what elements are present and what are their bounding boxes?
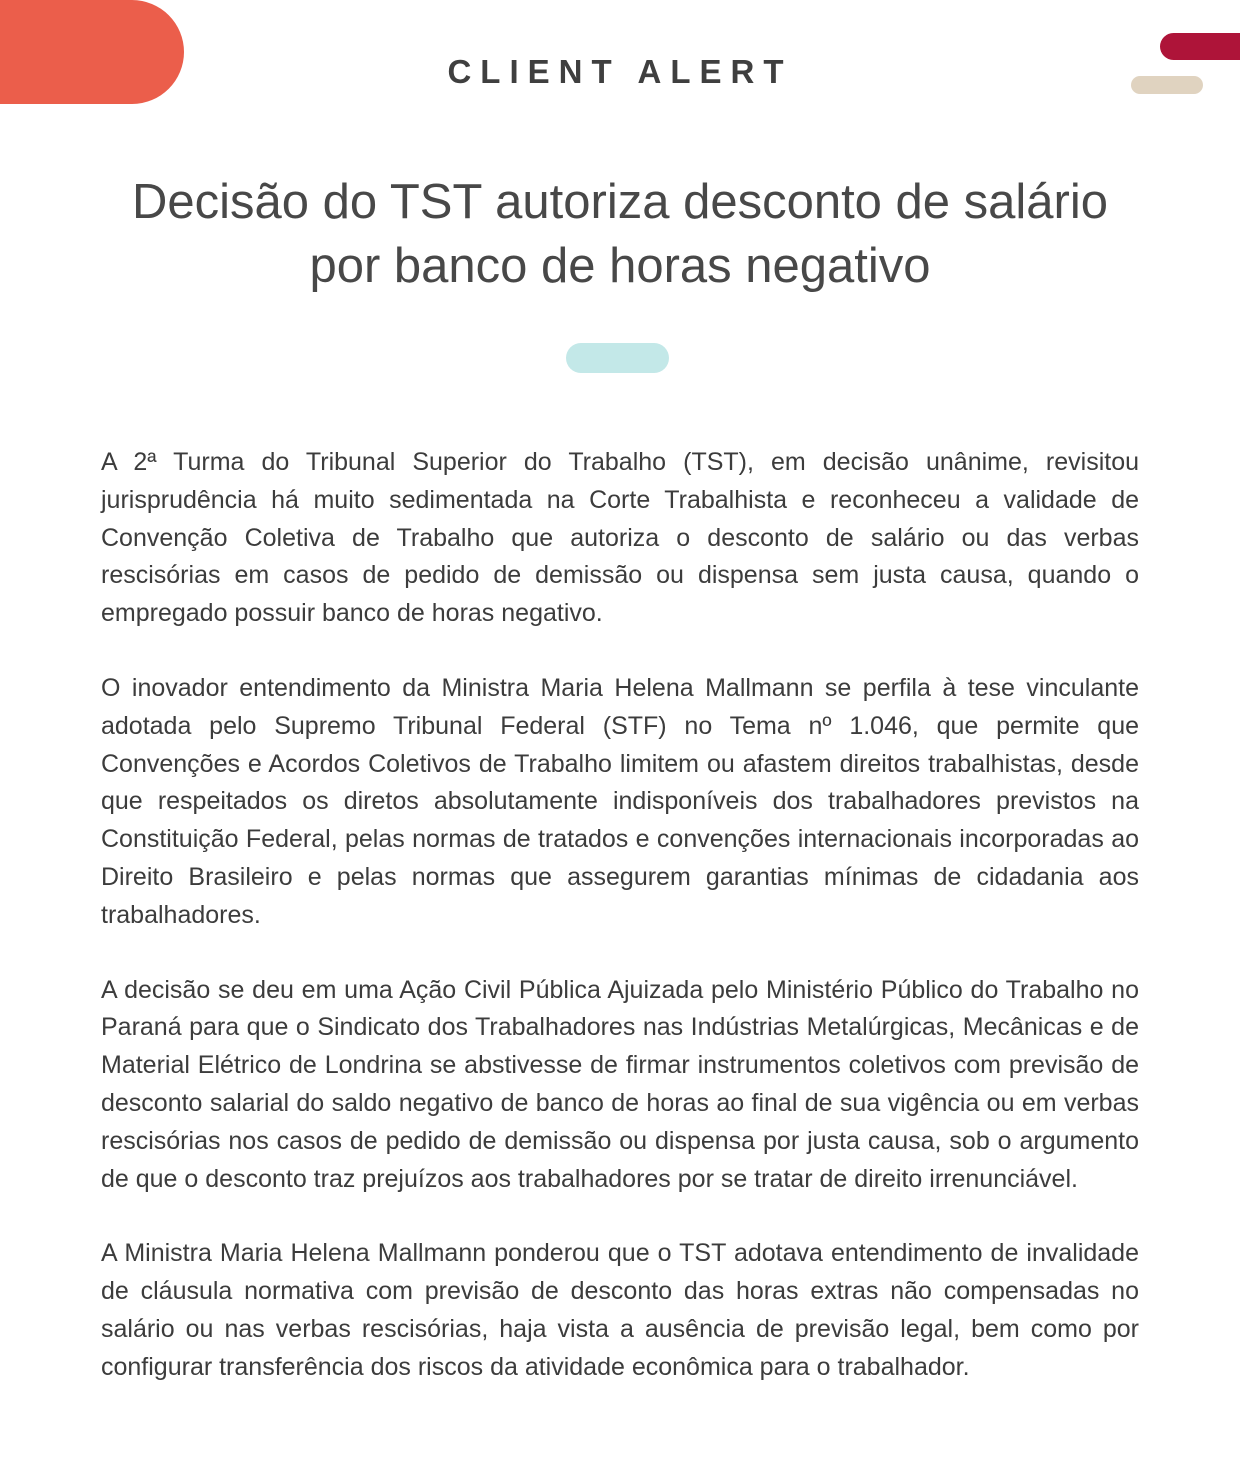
document-title bbox=[100, 170, 1140, 298]
title-line-1: Decisão do TST autoriza desconto de salário bbox=[131, 175, 1109, 229]
title-line-2: por banco de horas negativo bbox=[309, 239, 931, 293]
client-alert-label: CLIENT ALERT bbox=[447, 53, 793, 90]
paragraph-3: A decisão se deu em uma Ação Civil Pública Ajuizada pelo Ministério Público do Trabalho no Paraná para que o Sindicato dos Trabalhadores nas Indústrias Metalúrgicas, Mecânicas e de Material Elétrico de Londrina se abstivesse de firmar instrumentos coletivos com previsão de desconto salarial do saldo negativo de banco de horas ao final de sua vigência ou em verbas rescisórias nos casos de pedido de demissão ou dispensa por justa causa, sob o argumento de que o desconto traz prejuízos aos trabalhadores por se tratar de direito irrenunciável. bbox=[101, 975, 1139, 1193]
decorative-divider-pill bbox=[566, 343, 669, 373]
paragraph-4: A Ministra Maria Helena Mallmann ponderou que o TST adotava entendimento de invalidade de cláusula normativa com previsão de desconto das horas extras não compensadas no salário ou nas verbas rescisórias, haja vista a ausência de previsão legal, bem como por configurar transferência dos riscos da atividade econômica para o trabalhador. bbox=[101, 1239, 1139, 1381]
paragraph-2: O inovador entendimento da Ministra Maria Helena Mallmann se perfila à tese vinculante adotada pelo Supremo Tribunal Federal (STF) no Tema nº 1.046, que permite que Convenções e Acordos Coletivos de Trabalho limitem ou afastem direitos trabalhistas, desde que respeitados os diretos absolutamente indisponíveis dos trabalhadores previstos na Constituição Federal, pelas normas de tratados e convenções internacionais incorporadas ao Direito Brasileiro e pelas normas que assegurem garantias mínimas de cidadania aos trabalhadores. bbox=[101, 673, 1139, 929]
article-body bbox=[101, 444, 1139, 1424]
paragraph-1: A 2ª Turma do Tribunal Superior do Trabalho (TST), em decisão unânime, revisitou jurisprudência há muito sedimentada na Corte Trabalhista e reconheceu a validade de Convenção Coletiva de Trabalho que autoriza o desconto de salário ou das verbas rescisórias em casos de pedido de demissão ou dispensa sem justa causa, quando o empregado possuir banco de horas negativo. bbox=[101, 448, 1139, 628]
